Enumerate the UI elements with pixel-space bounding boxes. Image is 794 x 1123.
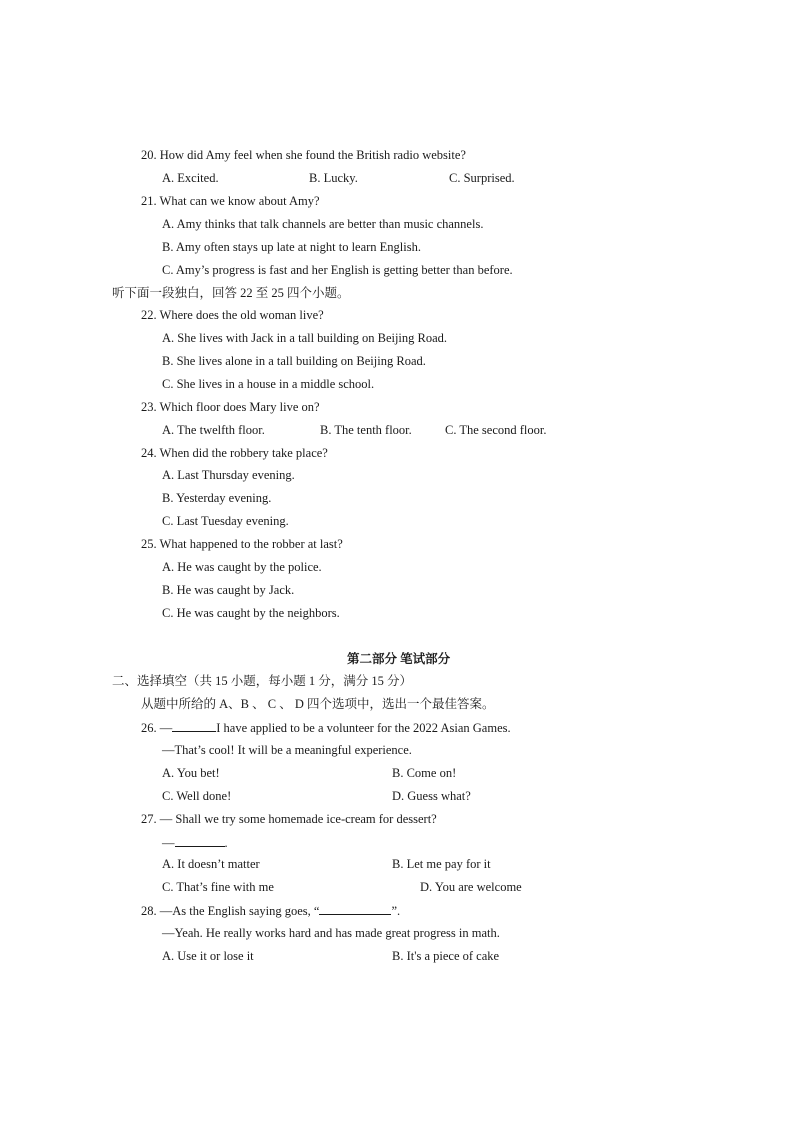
section-instruction: 从题中所给的 A、B 、 C 、 D 四个选项中，选出一个最佳答案。 xyxy=(141,697,495,711)
q26-option-d: D. Guess what? xyxy=(392,789,471,803)
q26-line1: I have applied to be a volunteer for the 2022 Asian Games. xyxy=(216,721,511,735)
q21-option-a: A. Amy thinks that talk channels are better than music channels. xyxy=(162,217,484,231)
q22-option-c: C. She lives in a house in a middle school. xyxy=(162,377,375,391)
q27-option-c: C. That’s fine with me xyxy=(162,880,274,894)
q20-option-b: B. Lucky. xyxy=(309,171,358,185)
q26-option-c: C. Well done! xyxy=(162,789,232,803)
q28-line2: —Yeah. He really works hard and has made great progress in math. xyxy=(162,926,500,940)
q26-blank xyxy=(172,719,216,732)
q21-option-b: B. Amy often stays up late at night to learn English. xyxy=(162,240,421,254)
part2-heading: 第二部分 笔试部分 xyxy=(347,652,451,666)
q26-stem xyxy=(141,719,511,736)
section-title: 二、选择填空（共 15 小题，每小题 1 分，满分 15 分） xyxy=(112,674,413,688)
q26-option-b: B. Come on! xyxy=(392,766,457,780)
q27-dash: — xyxy=(162,836,175,850)
q27-option-b: B. Let me pay for it xyxy=(392,857,491,871)
q20-option-c: C. Surprised. xyxy=(449,171,515,185)
q24-stem: 24. When did the robbery take place? xyxy=(141,446,328,460)
q24-option-c: C. Last Tuesday evening. xyxy=(162,514,289,528)
q24-option-b: B. Yesterday evening. xyxy=(162,491,272,505)
q20-stem: 20. How did Amy feel when she found the British radio website? xyxy=(141,148,466,162)
q20-option-a: A. Excited. xyxy=(162,171,219,185)
q26-number: 26. — xyxy=(141,721,173,735)
q28-option-b: B. It's a piece of cake xyxy=(392,949,500,963)
q27-period: . xyxy=(224,836,228,850)
q25-option-c: C. He was caught by the neighbors. xyxy=(162,606,340,620)
q25-stem: 25. What happened to the robber at last? xyxy=(141,537,343,551)
q23-stem: 23. Which floor does Mary live on? xyxy=(141,400,320,414)
q22-option-b: B. She lives alone in a tall building on Beijing Road. xyxy=(162,354,426,368)
q27-option-d: D. You are welcome xyxy=(420,880,522,894)
q23-option-b: B. The tenth floor. xyxy=(320,423,412,437)
q21-option-c: C. Amy’s progress is fast and her English is getting better than before. xyxy=(162,263,513,277)
q24-option-a: A. Last Thursday evening. xyxy=(162,468,295,482)
q21-stem: 21. What can we know about Amy? xyxy=(141,194,320,208)
q27-blank xyxy=(175,834,225,847)
q28-stem-start: 28. —As the English saying goes, “ xyxy=(141,904,320,918)
q28-blank xyxy=(319,902,391,915)
q26-option-a: A. You bet! xyxy=(162,766,220,780)
q25-option-a: A. He was caught by the police. xyxy=(162,560,322,574)
q27-answer-line xyxy=(162,834,228,851)
q23-option-a: A. The twelfth floor. xyxy=(162,423,265,437)
q27-option-a: A. It doesn’t matter xyxy=(162,857,260,871)
monologue-intro: 听下面一段独白，回答 22 至 25 四个小题。 xyxy=(112,286,350,300)
q22-option-a: A. She lives with Jack in a tall building on Beijing Road. xyxy=(162,331,448,345)
q28-stem-end: ”. xyxy=(391,904,401,918)
q28-option-a: A. Use it or lose it xyxy=(162,949,254,963)
q23-option-c: C. The second floor. xyxy=(445,423,547,437)
q28-stem xyxy=(141,902,400,919)
q22-stem: 22. Where does the old woman live? xyxy=(141,308,324,322)
q27-stem: 27. — Shall we try some homemade ice-cream for dessert? xyxy=(141,812,437,826)
q26-line2: —That’s cool! It will be a meaningful experience. xyxy=(162,743,412,757)
q25-option-b: B. He was caught by Jack. xyxy=(162,583,295,597)
